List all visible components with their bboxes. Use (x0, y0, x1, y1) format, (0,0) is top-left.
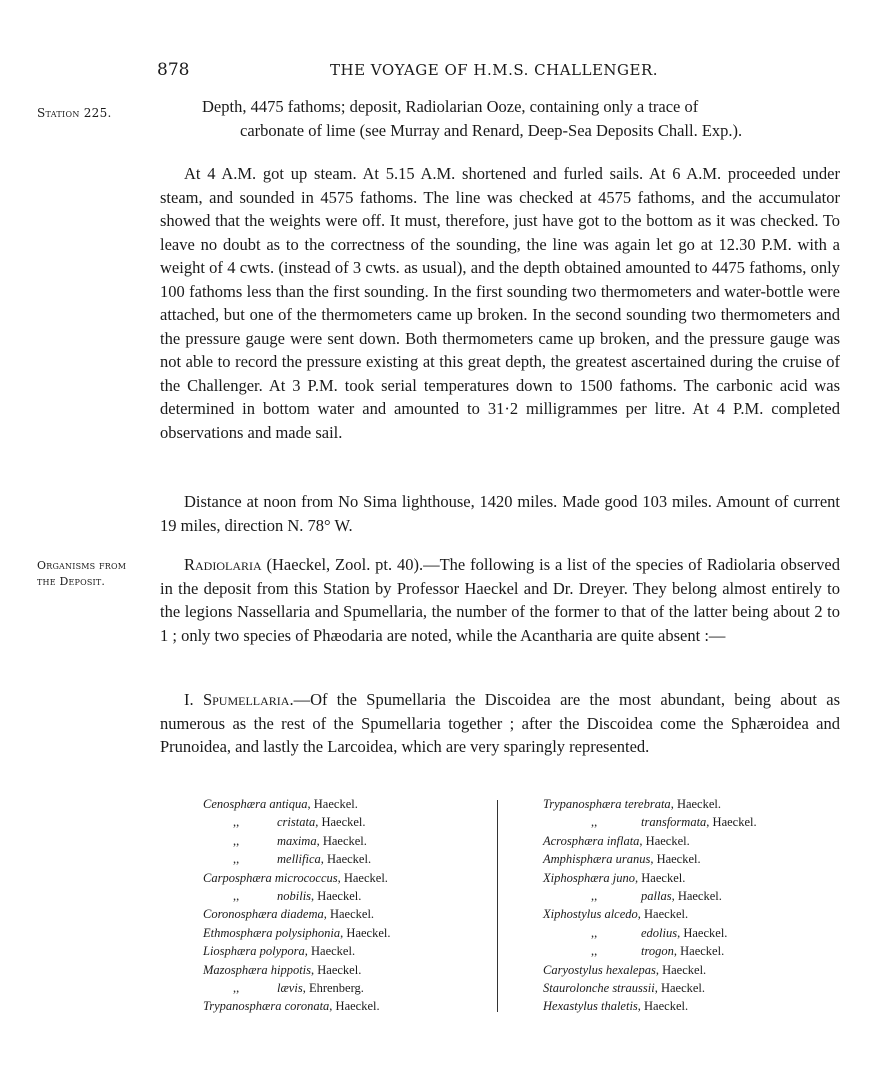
species-name: trogon (641, 944, 674, 959)
species-entry (543, 924, 843, 942)
species-author: , Haeckel. (655, 962, 707, 977)
species-name: Trypanosphæra terebrata (543, 797, 671, 811)
species-author: , Haeckel. (637, 999, 689, 1014)
page-number: 878 (157, 60, 190, 80)
species-author: , Haeckel. (706, 815, 757, 830)
species-name: Cenosphæra antiqua (203, 797, 308, 811)
species-entry (543, 832, 843, 850)
species-author: , Haeckel. (304, 944, 356, 959)
species-name: Coronosphæra diadema (203, 907, 324, 922)
species-author: , Haeckel. (311, 889, 362, 904)
species-entry (543, 795, 843, 813)
species-name: Trypanosphæra coronata (203, 999, 330, 1014)
species-entry (543, 961, 843, 979)
species-entry (543, 942, 843, 960)
species-name: edolius (641, 925, 678, 940)
species-author: , Haeckel. (307, 797, 358, 811)
species-author: , Haeckel. (323, 907, 375, 922)
spumellaria-text: .—Of the Spumellaria the Discoidea are the most abundant, being about as numerous as the rest of the Spumellaria together ; after the Discoidea come the Sphæroidea and Prunoidea, and lastly the Larcoidea, which are very sparingly represented. (160, 690, 840, 756)
species-list-right (543, 795, 843, 1016)
ditto-mark: ,, (591, 944, 598, 959)
species-author: , Haeckel. (329, 999, 380, 1014)
ditto-mark: ,, (233, 852, 240, 867)
species-author: , Haeckel. (671, 889, 722, 904)
species-name: maxima (277, 833, 317, 848)
species-name: Staurolonche straussii (543, 981, 655, 996)
margin-note-organisms (37, 558, 126, 590)
ditto-mark: ,, (233, 889, 240, 904)
running-title: THE VOYAGE OF H.M.S. CHALLENGER. (330, 61, 659, 79)
species-name: pallas (641, 889, 672, 904)
species-name: Carposphæra micrococcus (203, 870, 338, 885)
species-author: , Haeckel. (635, 870, 686, 885)
species-author: , Haeckel. (650, 852, 701, 867)
species-name: Amphisphæra uranus (543, 852, 651, 867)
species-name: Xiphostylus alcedo (543, 907, 638, 922)
ditto-mark: ,, (233, 981, 240, 996)
species-entry (543, 887, 843, 905)
radiolaria-paragraph (160, 553, 840, 647)
species-author: , Haeckel. (639, 833, 690, 848)
species-author: , Haeckel. (315, 815, 366, 830)
species-name: Xiphosphæra juno (543, 870, 636, 885)
margin-note-organisms-line2: the Deposit. (37, 575, 106, 588)
species-list-left (203, 795, 493, 1016)
species-author: , Haeckel. (677, 925, 728, 940)
margin-note-organisms-line1: Organisms from (37, 559, 127, 572)
species-entry (203, 832, 493, 850)
species-name: nobilis (277, 889, 312, 904)
species-entry (203, 942, 493, 960)
species-entry (203, 997, 493, 1015)
species-entry (543, 905, 843, 923)
species-author: , Haeckel. (340, 925, 391, 940)
species-entry (203, 850, 493, 868)
species-entry (203, 795, 493, 813)
species-entry (543, 813, 843, 831)
ditto-mark: ,, (233, 815, 240, 830)
species-entry (203, 905, 493, 923)
margin-note-station: Station 225. (37, 106, 112, 120)
species-author: , Ehrenberg. (302, 981, 364, 996)
species-entry (203, 813, 493, 831)
species-entry (203, 887, 493, 905)
radiolaria-text: (Haeckel, Zool. pt. 40).—The following is a list of the species of Radiolaria observed in the deposit from this Station by Professor Haeckel and Dr. Dreyer. They belong almost entirely to the legions Nassellaria and Spumellaria, the number of the former to that of the latter being about 2 to 1 ; only two species of Phæodaria are noted, while the Acantharia are quite absent :— (160, 555, 840, 645)
column-divider (497, 800, 498, 1012)
species-entry (203, 979, 493, 997)
ditto-mark: ,, (591, 889, 598, 904)
species-name: Mazosphæra hippotis (203, 962, 312, 977)
species-name: lævis (277, 981, 303, 996)
species-name: cristata (277, 815, 316, 830)
radiolaria-heading: Radiolaria (184, 555, 262, 574)
species-name: Ethmosphæra polysiphonia (203, 925, 341, 940)
species-entry (203, 869, 493, 887)
distance-paragraph: Distance at noon from No Sima lighthouse, 1420 miles. Made good 103 miles. Amount of current 19 miles, direction N. 78° W. (160, 492, 840, 535)
spumellaria-heading: Spumellaria (202, 690, 290, 709)
depth-line-2: carbonate of lime (see Murray and Renard, Deep-Sea Deposits Chall. Exp.). (240, 120, 743, 140)
depth-line-1: Depth, 4475 fathoms; deposit, Radiolarian Ooze, containing only a trace of (202, 97, 699, 116)
species-author: , Haeckel. (673, 944, 725, 959)
species-name: transformata (641, 815, 707, 830)
species-entry (203, 961, 493, 979)
spumellaria-numeral: I. (184, 690, 203, 709)
species-entry (203, 924, 493, 942)
species-entry (543, 869, 843, 887)
species-name: Hexastylus thaletis (543, 999, 638, 1014)
depth-paragraph (160, 95, 840, 142)
species-entry (543, 850, 843, 868)
species-name: Acrosphæra inflata (543, 833, 640, 848)
species-author: , Haeckel. (320, 852, 372, 867)
species-name: Caryostylus hexalepas (543, 962, 656, 977)
ditto-mark: ,, (591, 815, 598, 830)
spumellaria-paragraph (160, 688, 840, 759)
ditto-mark: ,, (591, 925, 598, 940)
species-entry (543, 997, 843, 1015)
species-author: , Haeckel. (670, 797, 722, 811)
species-entry (543, 979, 843, 997)
narrative-paragraph: At 4 A.M. got up steam. At 5.15 A.M. shortened and furled sails. At 6 A.M. proceeded under steam, and sounded in 4575 fathoms. The line was checked at 4575 fathoms, and the accumulator showed that the weights were off. It must, therefore, just have got to the bottom as it was checked. To leave no doubt as to the correctness of the sounding, the line was again let go at 12.30 P.M. with a weight of 4 cwts. (instead of 3 cwts. as usual), and the depth obtained amounted to 4475 fathoms, only 100 fathoms less than the first sounding. In the first sounding two thermometers and water-bottle were attached, but one of the thermometers came up broken. In the second sounding two thermometers and the pressure gauge were sent down. Both thermometers came up broken, and the pressure gauge was not able to record the pressure existing at this great depth, the greatest ascertained during the cruise of the Challenger. At 3 P.M. took serial temperatures down to 1500 fathoms. The carbonic acid was determined in bottom water and amounted to 31·2 milligrammes per litre. At 4 P.M. completed observations and made sail. (160, 164, 840, 442)
species-name: mellifica (277, 852, 321, 867)
species-name: Liosphæra polypora (203, 944, 305, 959)
species-author: , Haeckel. (311, 962, 362, 977)
species-author: , Haeckel. (654, 981, 706, 996)
species-author: , Haeckel. (316, 833, 367, 848)
species-author: , Haeckel. (337, 870, 388, 885)
species-author: , Haeckel. (637, 907, 689, 922)
ditto-mark: ,, (233, 833, 240, 848)
